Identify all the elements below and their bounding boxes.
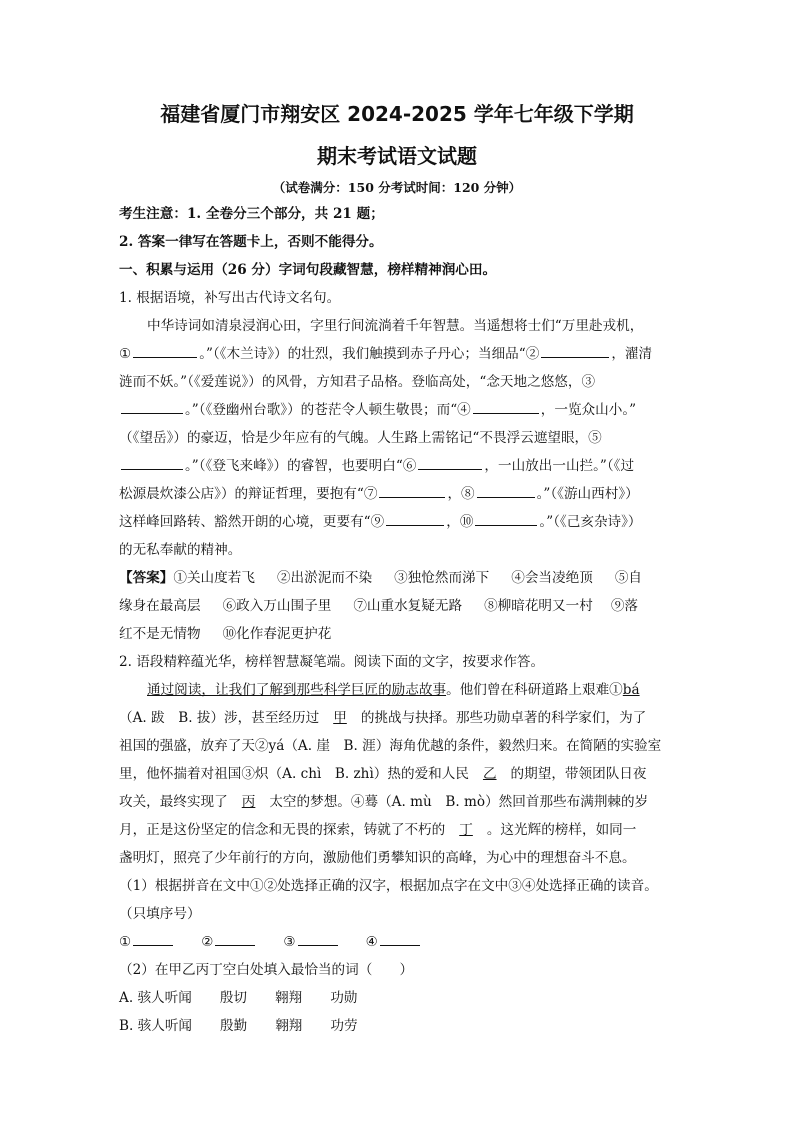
q2-stem: 2. 语段精粹蕴光华，榜样智慧凝笔端。阅读下面的文字，按要求作答。 xyxy=(119,654,545,670)
slot-3[interactable] xyxy=(298,930,338,946)
blank-6[interactable] xyxy=(418,454,482,470)
q1-para-line5: （《望岳》）的豪迈，恰是少年应有的气魄。人生路上需铭记“不畏浮云遮望眼，⑤ xyxy=(119,430,602,446)
exam-info: （试卷满分：150 分考试时间：120 分钟） xyxy=(272,180,522,195)
blank-bing[interactable]: 丙 xyxy=(241,794,256,810)
q1-para-line9: 的无私奉献的精神。 xyxy=(119,542,242,558)
q2-answer-slots: ① ② ③ ④ xyxy=(119,930,681,954)
notice-line1: 考生注意：1. 全卷分三个部分，共 21 题； xyxy=(119,206,384,222)
blank-4[interactable] xyxy=(473,398,539,414)
q2-para-line6: 月，正是这份坚定的信念和无畏的探索，铸就了不朽的 丁 。这光辉的榜样，如同一 xyxy=(119,822,637,838)
blank-2[interactable] xyxy=(541,342,609,358)
q1-answer-line2: 缘身在最高层 ⑥政入万山围子里 ⑦山重水复疑无路 ⑧柳暗花明又一村 ⑨落 xyxy=(119,598,638,614)
q1-para-line6: 。”（《登飞来峰》）的睿智，也要明白“⑥ ，一山放出一山拦。”（《过 xyxy=(119,454,681,478)
section1-heading: 一、积累与运用（26 分）字词句段藏智慧，榜样精神润心田。 xyxy=(119,262,497,278)
q2-para-line2: （A. 跋 B. 拔）涉，甚至经历过 甲 的挑战与抉择。那些功勋卓著的科学家们，为了 xyxy=(119,710,647,726)
q2-option-a[interactable]: A. 骇人听闻 殷切 翱翔 功勋 xyxy=(119,990,358,1006)
blank-9[interactable] xyxy=(386,510,444,526)
slot-4[interactable] xyxy=(380,930,420,946)
q2-para-line7: 盏明灯，照亮了少年前行的方向，激励他们勇攀知识的高峰，为心中的理想奋斗不息。 xyxy=(119,850,636,866)
q1-para-line8: 这样峰回路转、豁然开朗的心境，更要有“⑨ ，⑩ 。”（《己亥杂诗》） xyxy=(119,510,681,534)
q2-option-b[interactable]: B. 骇人听闻 殷勤 翱翔 功劳 xyxy=(119,1018,358,1034)
blank-jia[interactable]: 甲 xyxy=(333,710,347,726)
blank-5[interactable] xyxy=(121,454,183,470)
exam-title-line2: 期末考试语文试题 xyxy=(317,144,477,168)
blank-10[interactable] xyxy=(475,510,537,526)
q1-para-line1: 中华诗词如清泉浸润心田，字里行间流淌着千年智慧。当遥想将士们“万里赴戎机， xyxy=(147,318,644,334)
blank-ding[interactable]: 丁 xyxy=(459,822,473,838)
q1-para-line2: ① 。”（《木兰诗》）的壮烈，我们触摸到赤子丹心；当细品“② ，濯清 xyxy=(119,342,681,366)
q1-para-line4: 。”（《登幽州台歌》）的苍茫令人顿生敬畏；而“④ ，一览众山小。” xyxy=(119,398,681,422)
blank-7[interactable] xyxy=(379,482,445,498)
notice-line2: 2. 答案一律写在答题卡上，否则不能得分。 xyxy=(119,234,383,250)
exam-title-line1: 福建省厦门市翔安区 2024-2025 学年七年级下学期 xyxy=(160,102,634,126)
q1-stem: 1. 根据语境，补写出古代诗文名句。 xyxy=(119,290,341,306)
q1-answer-line3: 红不是无情物 ⑩化作春泥更护花 xyxy=(119,626,332,642)
slot-2[interactable] xyxy=(215,930,255,946)
q2-para-line4: 里，他怀揣着对祖国③炽（A. chì B. zhì）热的爱和人民 乙 的期望，带领团队日夜 xyxy=(119,766,647,782)
blank-1[interactable] xyxy=(133,342,197,358)
q1-para-line7: 松源晨炊漆公店》）的辩证哲理，要抱有“⑦ ，⑧ 。”（《游山西村》） xyxy=(119,482,681,506)
q2-para-line3: 祖国的强盛，放弃了天②yá（A. 崖 B. 涯）海角优越的条件，毅然归来。在简陋的实验室 xyxy=(119,738,662,754)
q2-sub1-note: （只填序号） xyxy=(119,906,201,922)
blank-8[interactable] xyxy=(477,482,535,498)
q1-answer-line1: 【答案】①关山度若飞 ②出淤泥而不染 ③独怆然而涕下 ④会当凌绝顶 ⑤自 xyxy=(119,570,642,586)
slot-1[interactable] xyxy=(133,930,173,946)
q1-para-line3: 涟而不妖。”（《爱莲说》）的风骨，方知君子品格。登临高处，“念天地之悠悠，③ xyxy=(119,374,596,390)
q2-para-line1: 通过阅读，让我们了解到那些科学巨匠的励志故事。他们曾在科研道路上艰难①bá xyxy=(147,682,640,698)
q2-sub2: （2）在甲乙丙丁空白处填入最恰当的词（ ） xyxy=(119,962,414,978)
q2-sub1: （1）根据拼音在文中①②处选择正确的汉字，根据加点字在文中③④处选择正确的读音。 xyxy=(119,878,658,894)
blank-3[interactable] xyxy=(121,398,183,414)
blank-yi[interactable]: 乙 xyxy=(482,766,497,782)
q2-para-line5: 攻关，最终实现了 丙 太空的梦想。④蓦（A. mù B. mò）然回首那些布满荆棘的岁 xyxy=(119,794,649,810)
